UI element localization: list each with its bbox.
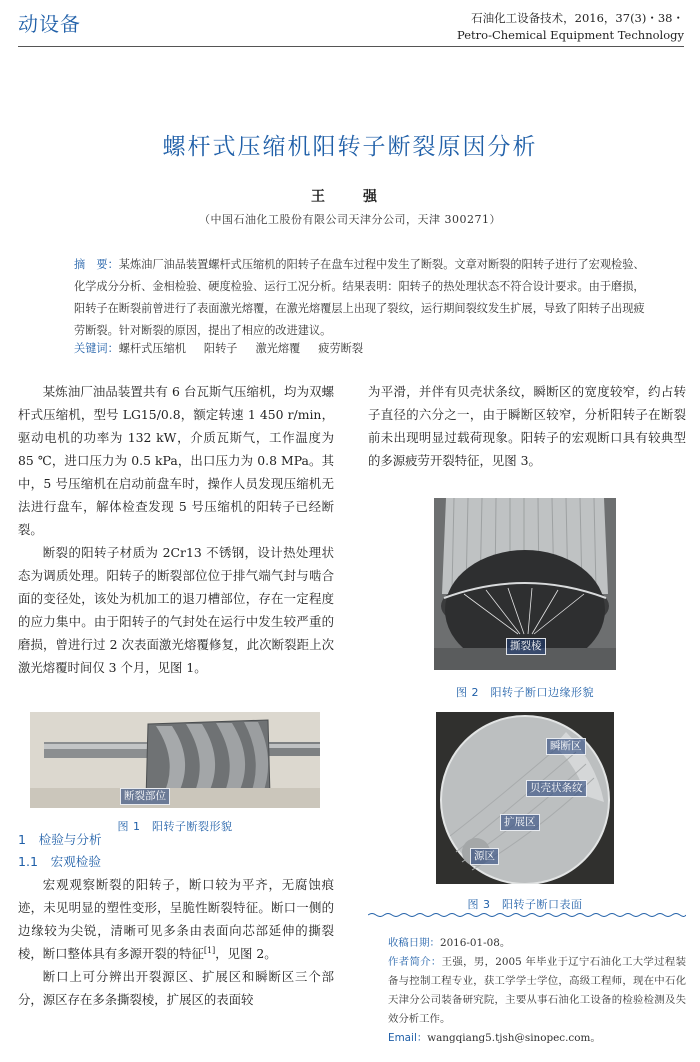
received-label: 收稿日期： — [388, 937, 440, 949]
figure-2-caption: 图 2 阳转子断口边缘形貌 — [456, 686, 594, 699]
fracture-surface-photo — [436, 712, 614, 884]
author-bio-text: 王强，男，2005 年毕业于辽宁石油化工大学过程装备与控制工程专业，获工学学士学位，高级工程师，现在中石化天津分公司装备研究院，主要从事石油化工设备的检验检测及失效分析工作。 — [388, 956, 687, 1025]
author-footnote — [388, 934, 686, 1048]
body-paragraph: 某炼油厂油品装置共有 6 台瓦斯气压缩机，均为双螺杆式压缩机，型号 LG15/0.8，额定转速 1 450 r/min，驱动电机的功率为 132 kW，介质瓦斯气，工作温度为 85 ℃，进口压力为 0.5 kPa，出口压力为 0.8 MPa。其中，5 号压缩机在启动前盘车时，操作人员发现压缩机无法进行盘车，解体检查发现 5 号压缩机的阳转子已经断裂。 — [18, 384, 334, 537]
received-value: 2016-01-08。 — [439, 937, 511, 949]
body-paragraph — [18, 873, 334, 965]
keyword: 阳转子 — [203, 342, 238, 355]
author-bio-label: 作者简介： — [388, 956, 442, 968]
figure-2-image — [434, 498, 616, 670]
author-affiliation: （中国石油化工股份有限公司天津分公司，天津 300271） — [199, 213, 501, 226]
section-heading: 1 检验与分析 — [18, 832, 102, 847]
figure-1-caption: 图 1 阳转子断裂形貌 — [117, 820, 233, 833]
keywords — [74, 340, 654, 356]
paragraph-text: ，见图 2。 — [215, 946, 277, 961]
subsection-heading: 1.1 宏观检验 — [18, 854, 101, 869]
body-paragraph: 为平滑，并伴有贝壳状条纹，瞬断区的宽度较窄，约占转子直径的六分之一，由于瞬断区较窄，分析阳转子在断裂前未出现明显过载荷现象。阳转子的宏观断口具有较典型的多源疲劳开裂特征，见图 3。 — [368, 384, 686, 468]
body-column-left — [18, 380, 334, 1011]
body-column-right — [368, 380, 686, 472]
journal-line: 石油化工设备技术，2016，37(3)・38・ — [471, 11, 684, 25]
figure-3-label-fast-fracture: 瞬断区 — [546, 738, 586, 755]
keywords-label: 关键词： — [74, 342, 119, 355]
section-tag: 动设备 — [18, 12, 81, 36]
received-date — [388, 934, 686, 953]
body-paragraph: 断口上可分辨出开裂源区、扩展区和瞬断区三个部分，源区存在多条撕裂棱，扩展区的表面较 — [18, 969, 334, 1007]
abstract-text: 某炼油厂油品装置螺杆式压缩机的阳转子在盘车过程中发生了断裂。文章对断裂的阳转子进行了宏观检验、化学成分分析、金相检验、硬度检验、运行工况分析。结果表明：阳转子的热处理状态不符合设计要求。由于磨损，阳转子在断裂前曾进行了表面激光熔覆，在激光熔覆层上出现了裂纹，运行期间裂纹发生扩展，导致了阳转子出现疲劳断裂。针对断裂的原因，提出了相应的改进建议。 — [74, 258, 645, 337]
figure-2-label: 撕裂棱 — [506, 638, 546, 655]
figure-3-image — [436, 712, 614, 884]
abstract-label: 摘 要： — [74, 258, 119, 271]
figure-3-label-origin: 源区 — [470, 848, 499, 865]
article-author: 王 强 — [311, 189, 389, 205]
keyword: 疲劳断裂 — [318, 342, 364, 355]
figure-3-label-propagation: 扩展区 — [500, 814, 540, 831]
keyword: 激光熔覆 — [255, 342, 301, 355]
citation-ref: [1] — [203, 945, 216, 955]
rotor-photo — [30, 712, 320, 808]
figure-1-label: 断裂部位 — [120, 788, 170, 805]
email-label: Email： — [388, 1032, 428, 1044]
paragraph-text: 宏观观察断裂的阳转子，断口较为平齐，无腐蚀痕迹，未见明显的塑性变形，呈脆性断裂特征。断口一侧的边缘较为尖锐，清晰可见多条由表面向芯部延伸的撕裂棱，断口整体具有多源开裂的特征 — [18, 877, 334, 961]
header-divider — [18, 46, 684, 47]
figure-3-label-beach-marks: 贝壳状条纹 — [526, 780, 587, 797]
email-value: wangqiang5.tjsh@sinopec.com。 — [427, 1032, 601, 1044]
article-title: 螺杆式压缩机阳转子断裂原因分析 — [162, 134, 538, 160]
body-paragraph: 断裂的阳转子材质为 2Cr13 不锈钢，设计热处理状态为调质处理。阳转子的断裂部位位于排气端气封与啮合面的变径处，该处为机加工的退刀槽部位，存在一定程度的应力集中。由于阳转子的气封处在运行中发生较严重的磨损，曾进行过 2 次表面激光熔覆修复，此次断裂距上次激光熔覆时间仅 3 个月，见图 1。 — [18, 545, 334, 675]
journal-en: Petro-Chemical Equipment Technology — [457, 28, 684, 42]
figure-3-caption: 图 3 阳转子断口表面 — [467, 898, 583, 911]
author-email — [388, 1029, 686, 1048]
abstract — [74, 254, 654, 342]
figure-1-image — [30, 712, 320, 808]
author-bio — [388, 953, 686, 1029]
footnote-divider — [368, 912, 686, 918]
journal-info — [457, 10, 684, 44]
keyword: 螺杆式压缩机 — [118, 342, 186, 355]
